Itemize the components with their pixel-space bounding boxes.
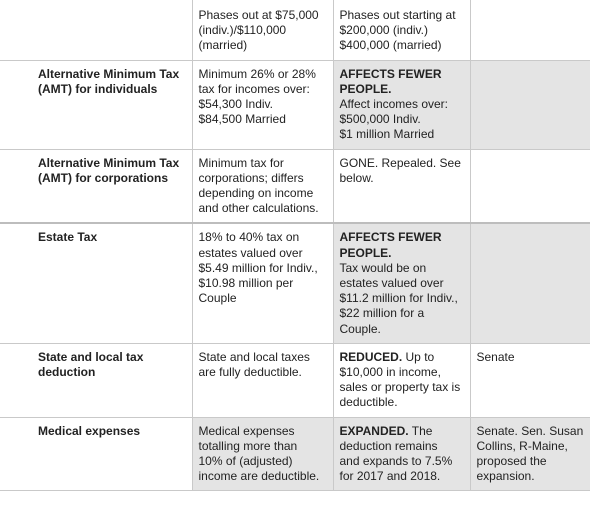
current-law-cell: Minimum 26% or 28% tax for incomes over: $54,300 Indiv. $84,500 Married: [192, 60, 333, 149]
notes-cell: [470, 149, 590, 223]
table-row: [0, 149, 590, 223]
new-law-cell: Phases out starting at $200,000 (indiv.) $400,000 (married): [333, 0, 470, 60]
category-cell: Alternative Minimum Tax (AMT) for individuals: [0, 60, 192, 149]
new-law-cell: REDUCED. Up to $10,000 in income, sales or property tax is deductible.: [333, 343, 470, 417]
notes-cell: Senate. Sen. Susan Collins, R-Maine, proposed the expansion.: [470, 417, 590, 491]
current-law-cell: Minimum tax for corporations; differs depending on income and other calculations.: [192, 149, 333, 223]
table-row: [0, 223, 590, 343]
table-row: [0, 343, 590, 417]
new-law-cell: EXPANDED. The deduction remains and expands to 7.5% for 2017 and 2018.: [333, 417, 470, 491]
current-law-cell: Phases out at $75,000 (indiv.)/$110,000 (married): [192, 0, 333, 60]
category-cell: Medical expenses: [0, 417, 192, 491]
notes-cell: [470, 0, 590, 60]
current-law-cell: Medical expenses totalling more than 10% of (adjusted) income are deductible.: [192, 417, 333, 491]
table-row: [0, 60, 590, 149]
new-law-cell: AFFECTS FEWER PEOPLE. Affect incomes over: $500,000 Indiv. $1 million Married: [333, 60, 470, 149]
current-law-cell: 18% to 40% tax on estates valued over $5.49 million for Indiv., $10.98 million per Couple: [192, 223, 333, 343]
notes-cell: [470, 223, 590, 343]
current-law-cell: State and local taxes are fully deductible.: [192, 343, 333, 417]
category-cell: [0, 0, 192, 60]
new-law-cell: GONE. Repealed. See below.: [333, 149, 470, 223]
new-law-cell: AFFECTS FEWER PEOPLE. Tax would be on estates valued over $11.2 million for Indiv., $22 million for a Couple.: [333, 223, 470, 343]
category-cell: State and local tax deduction: [0, 343, 192, 417]
category-cell: Estate Tax: [0, 223, 192, 343]
table-row: [0, 417, 590, 491]
table-row: [0, 0, 590, 60]
notes-cell: Senate: [470, 343, 590, 417]
notes-cell: [470, 60, 590, 149]
category-cell: Alternative Minimum Tax (AMT) for corporations: [0, 149, 192, 223]
